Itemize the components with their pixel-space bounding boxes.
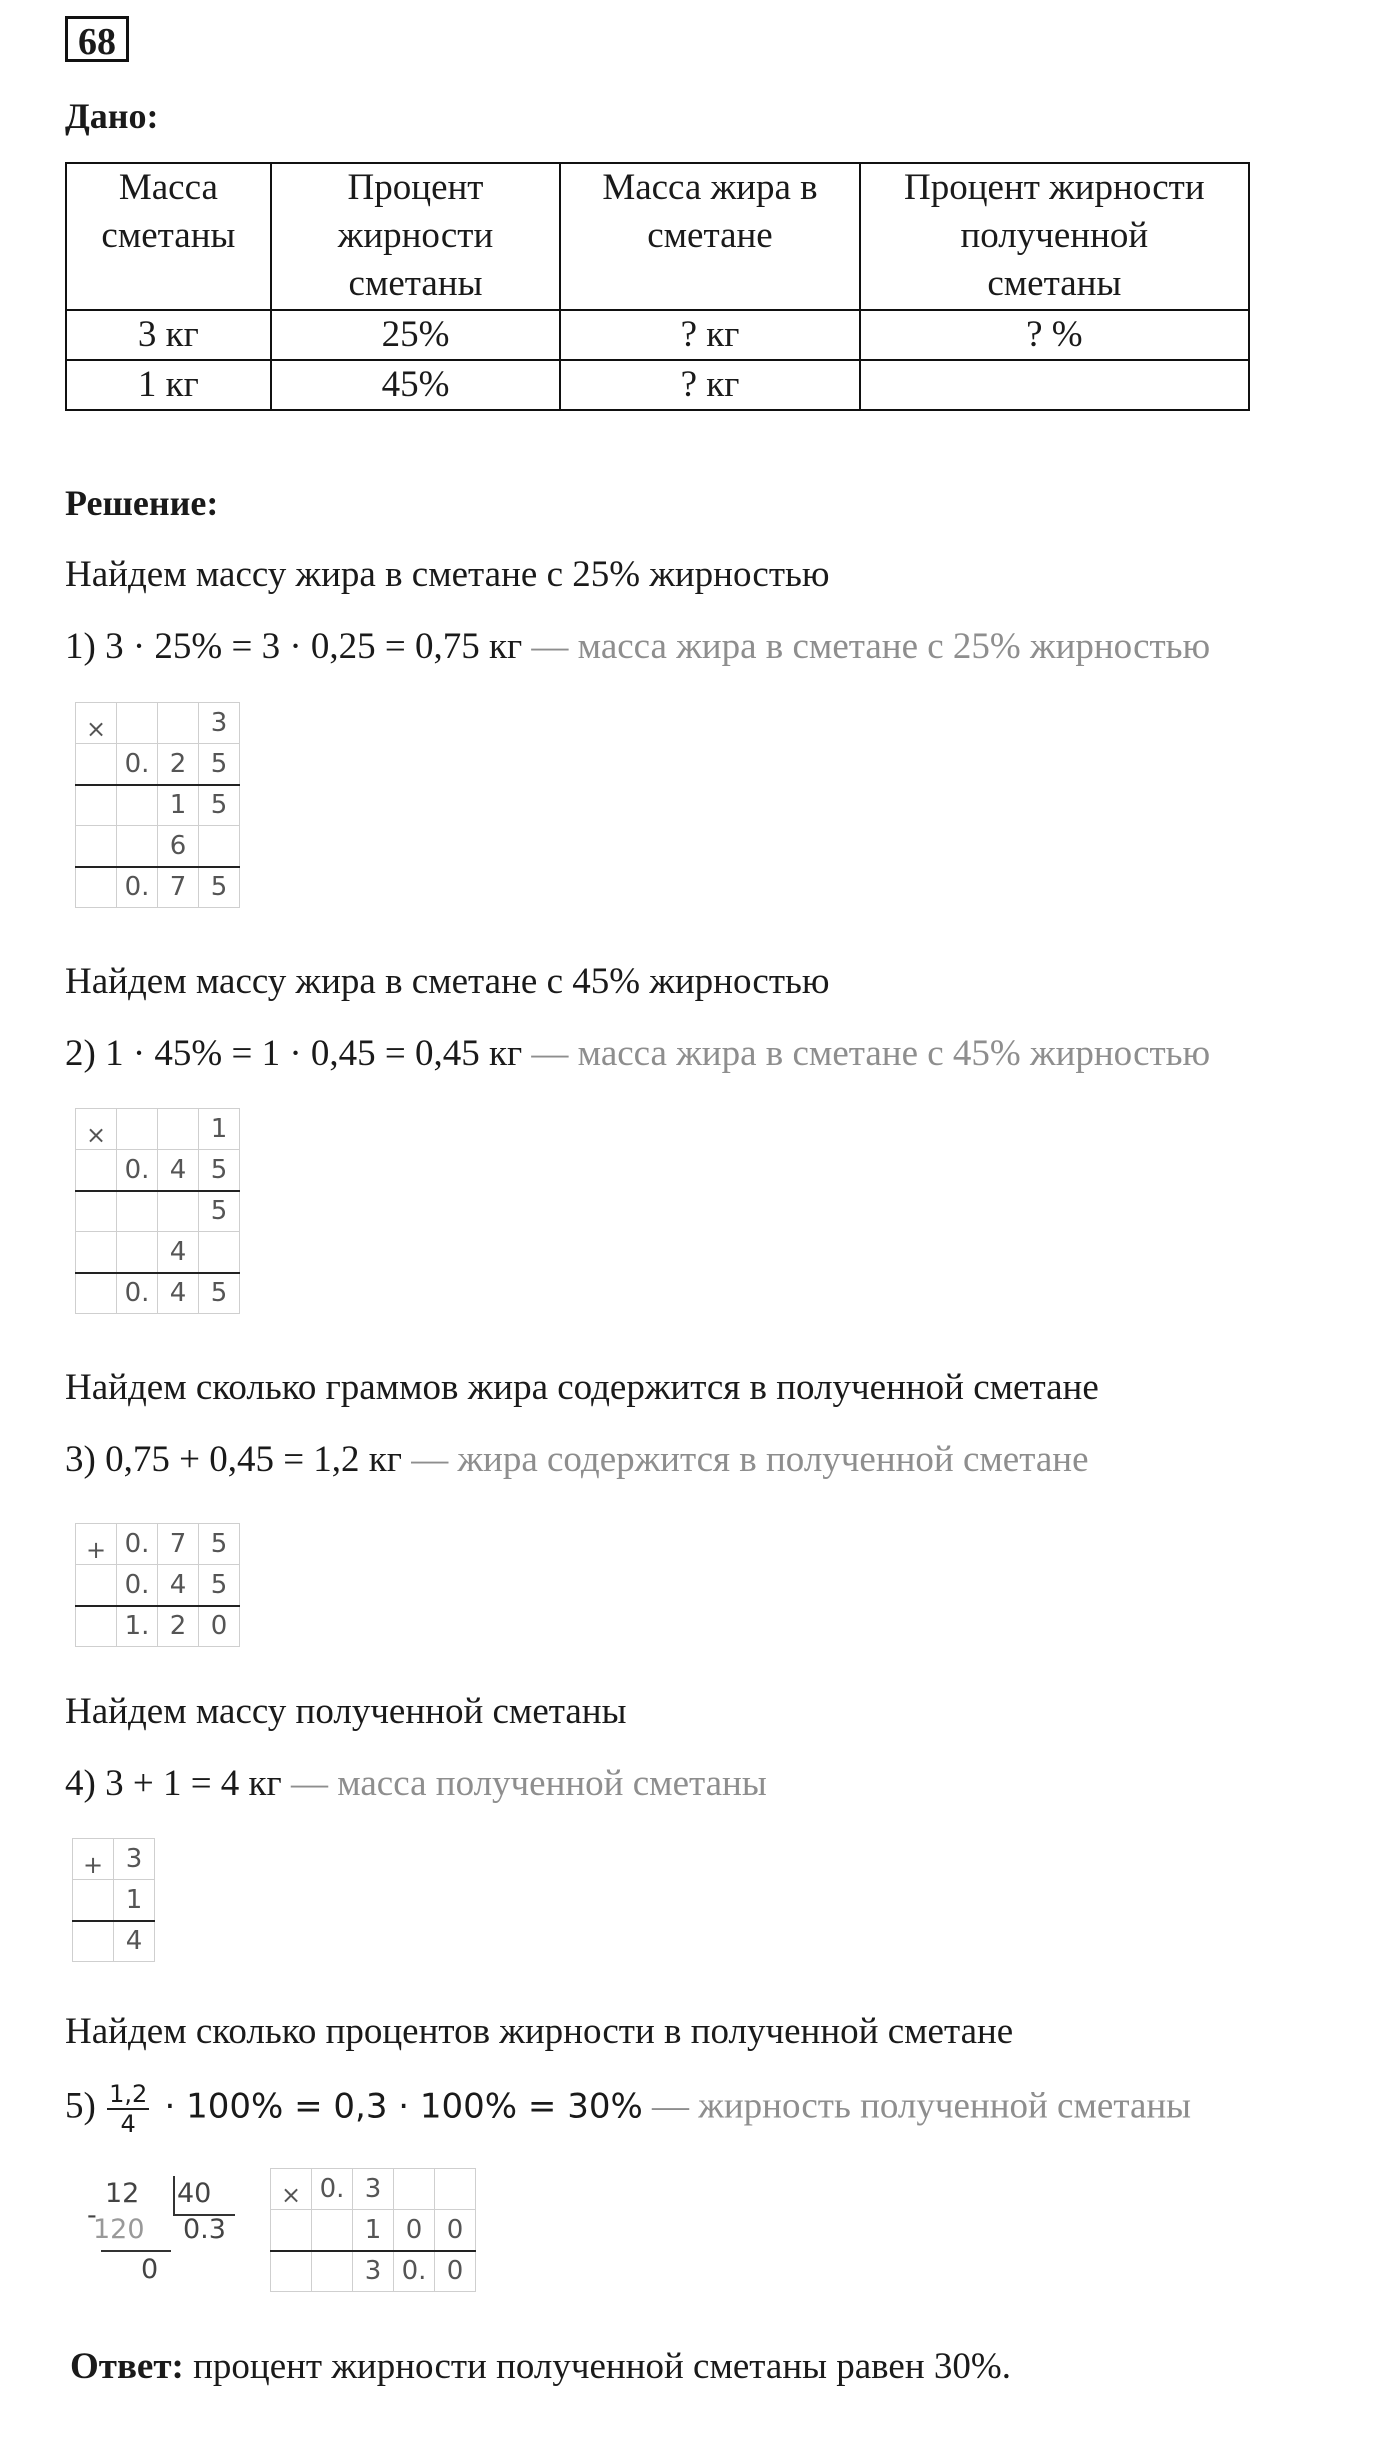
- grid-cell: 0.: [312, 2169, 353, 2210]
- grid-cell: 0.: [117, 1273, 158, 1314]
- grid-cell: 0.: [117, 1524, 158, 1565]
- step-intro: Найдем сколько процентов жирности в полученной сметане: [65, 2011, 1014, 2052]
- header-result-percent: [860, 163, 1249, 310]
- grid-cell: [271, 2210, 312, 2251]
- grid-cell: [76, 1191, 117, 1232]
- answer-text: процент жирности полученной сметаны равен 30%.: [193, 2346, 1011, 2387]
- table-cell: ? %: [860, 310, 1249, 360]
- step-formula-line: [65, 1032, 1210, 1075]
- grid-cell: 7: [158, 1524, 199, 1565]
- grid-row: [73, 1880, 155, 1921]
- given-heading: Дано:: [65, 96, 159, 136]
- grid-row: [76, 1524, 240, 1565]
- grid-row: [76, 1150, 240, 1191]
- grid-cell: 1: [114, 1880, 155, 1921]
- grid-cell: [117, 703, 158, 744]
- grid-row: [73, 1839, 155, 1880]
- table-row: [66, 310, 1249, 360]
- table-cell: 25%: [271, 310, 561, 360]
- grid-cell: [117, 826, 158, 867]
- grid-cell: ×: [271, 2169, 312, 2210]
- grid-cell: [312, 2251, 353, 2292]
- answer-label: Ответ:: [70, 2346, 184, 2387]
- step-comment: — жирность полученной сметаны: [652, 2085, 1192, 2127]
- step-intro: Найдем массу жира в сметане с 45% жирностью: [65, 961, 830, 1002]
- grid-cell: [76, 1150, 117, 1191]
- grid-cell: 0: [394, 2210, 435, 2251]
- given-table: [65, 162, 1250, 411]
- grid-row: [76, 867, 240, 908]
- grid-cell: 4: [158, 1273, 199, 1314]
- step-formula: 4) 3 + 1 = 4 кг: [65, 1763, 282, 1804]
- grid-cell: 3: [199, 703, 240, 744]
- grid-cell: [73, 1921, 114, 1962]
- header-text: Масса жира в: [602, 167, 818, 208]
- step-comment: — масса полученной сметаны: [290, 1763, 767, 1804]
- grid-cell: 5: [199, 1273, 240, 1314]
- grid-cell: 4: [158, 1232, 199, 1273]
- grid-cell: [312, 2210, 353, 2251]
- fraction: [107, 2080, 149, 2138]
- step-formula: · 100% = 0,3 · 100% = 30%: [164, 2086, 643, 2127]
- grid-cell: 1: [199, 1109, 240, 1150]
- step-formula-line: [65, 1762, 767, 1805]
- fraction-denominator: 4: [120, 2110, 136, 2138]
- calc-grid: [270, 2168, 476, 2292]
- answer-line: [70, 2345, 1011, 2388]
- grid-cell: [76, 1565, 117, 1606]
- grid-cell: +: [73, 1839, 114, 1880]
- grid-row: [76, 785, 240, 826]
- grid-cell: [73, 1880, 114, 1921]
- step-formula-line: [65, 2080, 1191, 2138]
- grid-cell: 1: [158, 785, 199, 826]
- grid-cell: [76, 1606, 117, 1647]
- step-intro: Найдем массу жира в сметане с 25% жирностью: [65, 554, 830, 595]
- grid-cell: 5: [199, 785, 240, 826]
- table-cell: ? кг: [560, 360, 859, 410]
- grid-cell: 3: [114, 1839, 155, 1880]
- fraction-numerator: 1,2: [109, 2080, 148, 2108]
- long-division: [85, 2178, 235, 2288]
- grid-row: [76, 703, 240, 744]
- calc-grid: [75, 702, 240, 908]
- grid-row: [76, 1109, 240, 1150]
- grid-cell: 3: [353, 2169, 394, 2210]
- grid-row: [76, 1232, 240, 1273]
- calc-grid: [72, 1838, 155, 1962]
- problem-number: 68: [65, 16, 129, 62]
- table-cell: 3 кг: [66, 310, 271, 360]
- grid-cell: [117, 785, 158, 826]
- grid-cell: [76, 867, 117, 908]
- header-fat-mass: [560, 163, 859, 310]
- grid-cell: 2: [158, 1606, 199, 1647]
- grid-cell: 5: [199, 1565, 240, 1606]
- table-cell: [860, 360, 1249, 410]
- grid-cell: 0.: [117, 867, 158, 908]
- grid-cell: [271, 2251, 312, 2292]
- grid-cell: [435, 2169, 476, 2210]
- grid-row: [76, 744, 240, 785]
- header-text: сметаны: [348, 263, 483, 304]
- grid-cell: 5: [199, 1191, 240, 1232]
- step-formula: 1) 3 · 25% = 3 · 0,25 = 0,75 кг: [65, 626, 523, 667]
- grid-cell: [117, 1109, 158, 1150]
- grid-cell: 4: [158, 1150, 199, 1191]
- grid-cell: [199, 1232, 240, 1273]
- grid-cell: 1: [353, 2210, 394, 2251]
- given-header-row: [66, 163, 1249, 310]
- grid-cell: [199, 826, 240, 867]
- grid-cell: [394, 2169, 435, 2210]
- grid-row: [76, 1606, 240, 1647]
- step-formula: 3) 0,75 + 0,45 = 1,2 кг: [65, 1439, 402, 1480]
- grid-cell: ×: [76, 703, 117, 744]
- grid-cell: [76, 1273, 117, 1314]
- grid-cell: 4: [158, 1565, 199, 1606]
- grid-cell: [117, 1191, 158, 1232]
- grid-cell: +: [76, 1524, 117, 1565]
- calc-grid: [75, 1108, 240, 1314]
- grid-cell: [76, 1232, 117, 1273]
- grid-cell: 2: [158, 744, 199, 785]
- grid-cell: 5: [199, 867, 240, 908]
- grid-row: [76, 1191, 240, 1232]
- grid-cell: 5: [199, 1150, 240, 1191]
- step-intro: Найдем сколько граммов жира содержится в полученной сметане: [65, 1367, 1099, 1408]
- header-text: Процент жирности: [904, 167, 1205, 208]
- step-intro: Найдем массу полученной сметаны: [65, 1691, 627, 1732]
- header-text: полученной: [960, 215, 1149, 256]
- table-cell: ? кг: [560, 310, 859, 360]
- division-minus: -: [87, 2200, 97, 2231]
- step-formula: 2) 1 · 45% = 1 · 0,45 = 0,45 кг: [65, 1033, 523, 1074]
- step-comment: — масса жира в сметане с 45% жирностью: [531, 1033, 1211, 1074]
- division-bracket: [173, 2176, 175, 2216]
- header-mass: [66, 163, 271, 310]
- header-text: сметаны: [987, 263, 1122, 304]
- calc-grid: [75, 1523, 240, 1647]
- grid-cell: ×: [76, 1109, 117, 1150]
- step-comment: — жира содержится в полученной сметане: [411, 1439, 1089, 1480]
- step-prefix: 5): [65, 2085, 96, 2127]
- solution-heading: Решение:: [65, 483, 219, 523]
- step-formula-line: [65, 625, 1210, 668]
- grid-cell: [76, 785, 117, 826]
- grid-row: [76, 826, 240, 867]
- header-text: жирности: [337, 215, 494, 256]
- table-row: [66, 360, 1249, 410]
- grid-cell: 0.: [117, 744, 158, 785]
- grid-cell: 4: [114, 1921, 155, 1962]
- grid-cell: [158, 1109, 199, 1150]
- header-text: Масса: [118, 167, 218, 208]
- grid-row: [73, 1921, 155, 1962]
- grid-cell: 0.: [117, 1150, 158, 1191]
- division-quotient: 0.3: [183, 2214, 226, 2245]
- grid-cell: 0: [435, 2210, 476, 2251]
- grid-row: [76, 1273, 240, 1314]
- header-text: Процент: [347, 167, 484, 208]
- header-text: сметане: [647, 215, 773, 256]
- grid-cell: 6: [158, 826, 199, 867]
- grid-cell: 7: [158, 867, 199, 908]
- grid-cell: 1.: [117, 1606, 158, 1647]
- grid-cell: 0.: [117, 1565, 158, 1606]
- grid-row: [271, 2210, 476, 2251]
- grid-cell: 5: [199, 744, 240, 785]
- division-subtract: 120: [93, 2214, 145, 2245]
- grid-cell: 5: [199, 1524, 240, 1565]
- header-fat-percent: [271, 163, 561, 310]
- grid-cell: 0.: [394, 2251, 435, 2292]
- grid-cell: 0: [435, 2251, 476, 2292]
- grid-cell: [76, 826, 117, 867]
- grid-row: [271, 2251, 476, 2292]
- division-dividend: 12: [105, 2178, 140, 2209]
- grid-cell: [117, 1232, 158, 1273]
- step-formula-line: [65, 1438, 1089, 1481]
- grid-row: [271, 2169, 476, 2210]
- grid-row: [76, 1565, 240, 1606]
- table-cell: 1 кг: [66, 360, 271, 410]
- division-remainder: 0: [141, 2254, 159, 2285]
- header-text: сметаны: [101, 215, 236, 256]
- grid-cell: 3: [353, 2251, 394, 2292]
- table-cell: 45%: [271, 360, 561, 410]
- grid-cell: [76, 744, 117, 785]
- division-result-line: [101, 2250, 171, 2252]
- grid-cell: [158, 1191, 199, 1232]
- step-comment: — масса жира в сметане с 25% жирностью: [531, 626, 1211, 667]
- division-divisor: 40: [177, 2178, 212, 2209]
- grid-cell: 0: [199, 1606, 240, 1647]
- grid-cell: [158, 703, 199, 744]
